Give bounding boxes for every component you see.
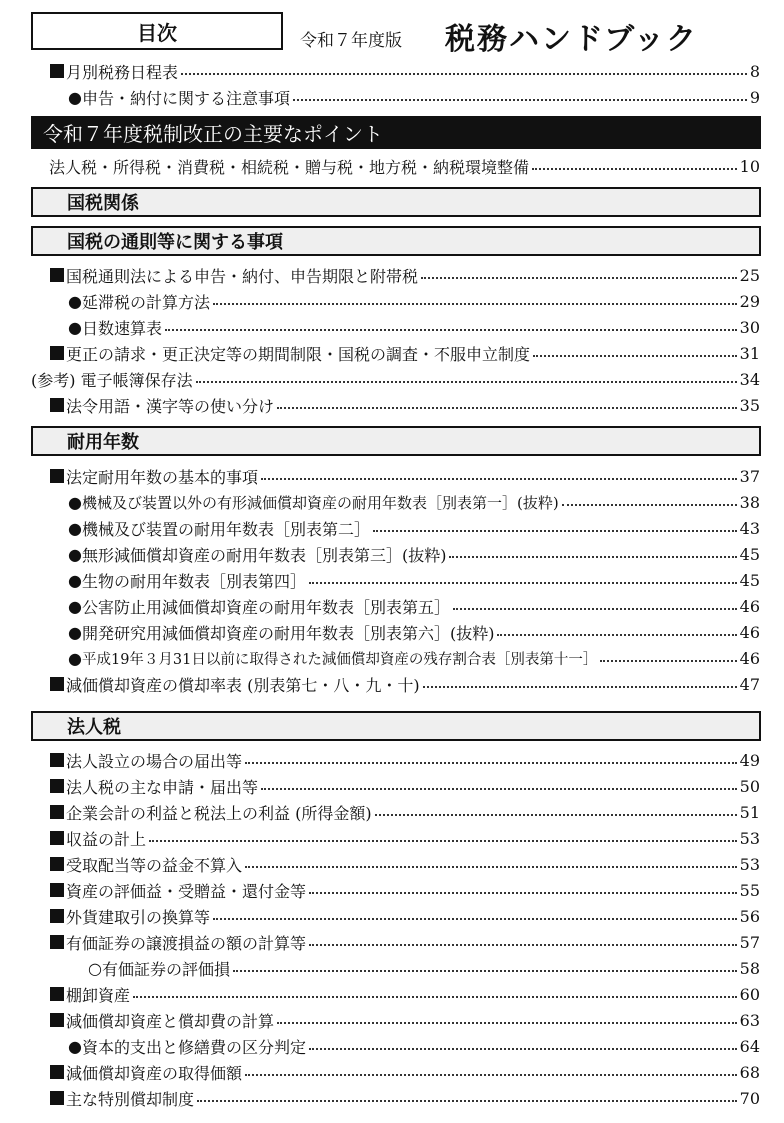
toc-entry[interactable] [0,1086,784,1110]
toc-entry[interactable] [0,646,784,670]
header [0,0,784,62]
toc-entry[interactable] [0,878,784,902]
square-bullet-icon [50,779,64,793]
page-number: 46 [739,648,760,668]
square-bullet-icon [50,268,64,282]
toc-entry-marker: ● [68,317,82,337]
page-number: 58 [739,958,760,978]
square-bullet-icon [50,677,64,691]
toc-entry[interactable] [0,1060,784,1084]
toc-entry-title: 外貨建取引の換算等 [66,907,211,927]
toc-entry-title: 資本的支出と修繕費の区分判定 [81,1037,306,1057]
toc-entry-title: 開発研究用減価償却資産の耐用年数表［別表第六］(抜粋) [81,623,495,643]
page-number: 51 [739,802,760,822]
toc-entry[interactable] [0,393,784,417]
page-number: 57 [739,932,760,952]
tax-reform-banner: 令和７年度税制改正の主要なポイント [31,116,761,149]
toc-entry-title: 公害防止用減価償却資産の耐用年数表［別表第五］ [81,597,450,617]
dot-leader [449,556,736,558]
toc-entry-title: 有価証券の評価損 [101,959,230,979]
page-number: 46 [739,596,760,616]
page-number: 34 [739,369,760,389]
toc-entry-title: 生物の耐用年数表［別表第四］ [81,571,306,591]
page-number: 63 [739,1010,760,1030]
dot-leader [421,277,737,279]
toc-entry-title: 減価償却資産と償却費の計算 [66,1011,275,1031]
toc-entry[interactable] [0,852,784,876]
toc-entry[interactable] [0,774,784,798]
page-number: 31 [739,343,760,363]
toc-entry[interactable] [0,620,784,644]
toc-entry-title: 資産の評価益・受贈益・還付金等 [66,881,307,901]
dot-leader [197,1100,737,1102]
toc-entry[interactable] [0,367,784,391]
page-number: 53 [739,854,760,874]
toc-entry-title: 日数速算表 [81,318,162,338]
dot-leader [181,73,747,75]
square-bullet-icon [50,64,64,78]
square-bullet-icon [50,935,64,949]
page-number: 38 [739,492,760,512]
square-bullet-icon [50,469,64,483]
square-bullet-icon [50,987,64,1001]
toc-entry-title: (参考) 電子帳簿保存法 [31,370,193,390]
dot-leader [309,1048,737,1050]
toc-entry-title: 更正の請求・更正決定等の期間制限・国税の調査・不服申立制度 [66,344,531,364]
toc-entry[interactable] [0,956,784,980]
dot-leader [261,788,737,790]
dot-leader [375,814,737,816]
page-number: 8 [749,61,760,81]
toc-entry-marker: ● [68,518,82,538]
dot-leader [277,1022,737,1024]
toc-entry[interactable] [0,490,784,514]
square-bullet-icon [50,1091,64,1105]
toc-entry-marker: ● [68,1036,82,1056]
page-number: 70 [739,1088,760,1108]
dot-leader [453,608,737,610]
toc-entry-title: 有価証券の譲渡損益の額の計算等 [66,933,307,953]
toc-entry[interactable] [0,85,784,109]
toc-entry[interactable] [0,315,784,339]
square-bullet-icon [50,346,64,360]
toc-entry-title: 収益の計上 [66,829,147,849]
dot-leader [533,355,737,357]
dot-leader [293,99,747,101]
toc-entry-title: 受取配当等の益金不算入 [66,855,243,875]
toc-entry-title: 無形減価償却資産の耐用年数表［別表第三］(抜粋) [81,545,447,565]
page-number: 30 [739,317,760,337]
dot-leader [213,303,737,305]
dot-leader [600,660,736,662]
toc-entry[interactable] [0,263,784,287]
page-number: 60 [739,984,760,1004]
toc-entry-title: 平成19年３月31日以前に取得された減価償却資産の残存割合表［別表第十一］ [81,651,598,668]
toc-entry-title: 法人税の主な申請・届出等 [66,777,259,797]
dot-leader [562,504,737,506]
toc-entry-marker: ● [68,87,82,107]
square-bullet-icon [50,831,64,845]
toc-entry-marker: ● [68,596,82,616]
toc-entry-title: 棚卸資産 [66,985,131,1005]
toc-entry-title: 減価償却資産の償却率表 (別表第七・八・九・十) [66,675,420,695]
dot-leader [373,530,737,532]
page-number: 9 [749,87,760,107]
page-number: 56 [739,906,760,926]
dot-leader [213,918,737,920]
toc-entry-title: 法令用語・漢字等の使い分け [66,396,275,416]
section-heading-tsusoku: 国税の通則等に関する事項 [31,226,761,256]
toc-entry[interactable] [0,982,784,1006]
dot-leader [532,168,737,170]
dot-leader [309,892,737,894]
page-number: 46 [739,622,760,642]
toc-entry[interactable] [0,594,784,618]
toc-entry[interactable] [0,748,784,772]
toc-label: 目次 [31,12,283,50]
dot-leader [309,582,737,584]
toc-entry-title: 月別税務日程表 [66,62,179,82]
toc-entry[interactable] [0,1008,784,1032]
page-number: 53 [739,828,760,848]
dot-leader [245,762,737,764]
dot-leader [133,996,737,998]
toc-entry-title: 減価償却資産の取得価額 [66,1063,243,1083]
dot-leader [245,1074,737,1076]
dot-leader [233,970,737,972]
dot-leader [497,634,736,636]
page-number: 49 [739,750,760,770]
page-number: 10 [739,156,760,176]
book-title: 税務ハンドブック [445,22,698,57]
square-bullet-icon [50,1065,64,1079]
square-bullet-icon [50,883,64,897]
toc-entry[interactable] [0,568,784,592]
dot-leader [423,686,737,688]
toc-entry[interactable] [0,542,784,566]
square-bullet-icon [50,805,64,819]
toc-entry-title: 延滞税の計算方法 [81,292,210,312]
square-bullet-icon [50,753,64,767]
dot-leader [245,866,737,868]
toc-entry[interactable] [0,154,784,178]
page-number: 29 [739,291,760,311]
toc-entry-title: 法人税・所得税・消費税・相続税・贈与税・地方税・納税環境整備 [49,157,530,177]
square-bullet-icon [50,909,64,923]
edition-label: 令和７年度版 [300,31,402,51]
dot-leader [165,329,737,331]
toc-entry[interactable] [0,904,784,928]
toc-entry-title: 法人設立の場合の届出等 [66,751,243,771]
toc-entry[interactable] [0,1034,784,1058]
toc-entry-marker: ● [68,492,82,512]
toc-entry-title: 法定耐用年数の基本的事項 [66,467,259,487]
section-heading-kokuzei: 国税関係 [31,187,761,217]
page-number: 55 [739,880,760,900]
dot-leader [149,840,737,842]
toc-entry-title: 国税通則法による申告・納付、申告期限と附帯税 [66,266,419,286]
page-number: 35 [739,395,760,415]
page-number: 64 [739,1036,760,1056]
page-number: 47 [739,674,760,694]
dot-leader [196,381,737,383]
toc-entry-title: 申告・納付に関する注意事項 [81,88,290,108]
toc-entry[interactable] [0,800,784,824]
square-bullet-icon [50,857,64,871]
toc-entry[interactable] [0,930,784,954]
toc-entry[interactable] [0,516,784,540]
dot-leader [277,407,737,409]
toc-entry-marker: ● [68,544,82,564]
section-heading-hojin: 法人税 [31,711,761,741]
section-heading-taiyo: 耐用年数 [31,426,761,456]
dot-leader [309,944,737,946]
page-number: 50 [739,776,760,796]
toc-entry-title: 企業会計の利益と税法上の利益 (所得金額) [66,803,372,823]
toc-entry-marker: ● [68,570,82,590]
toc-entry-marker: ● [68,648,82,668]
page-number: 68 [739,1062,760,1082]
page-number: 43 [739,518,760,538]
toc-entry[interactable] [0,672,784,696]
page-number: 45 [739,544,760,564]
toc-entry[interactable] [0,464,784,488]
toc-entry-marker: ○ [88,958,102,978]
toc-entry-title: 機械及び装置以外の有形減価償却資産の耐用年数表［別表第一］(抜粋) [81,493,559,512]
toc-entry-title: 機械及び装置の耐用年数表［別表第二］ [81,519,370,539]
square-bullet-icon [50,398,64,412]
toc-entry[interactable] [0,341,784,365]
toc-entry[interactable] [0,826,784,850]
dot-leader [261,478,737,480]
toc-entry-marker: ● [68,291,82,311]
page-number: 45 [739,570,760,590]
page-number: 25 [739,265,760,285]
toc-entry-marker: ● [68,622,82,642]
page-number: 37 [739,466,760,486]
square-bullet-icon [50,1013,64,1027]
toc-entry[interactable] [0,289,784,313]
toc-entry-title: 主な特別償却制度 [66,1089,195,1109]
toc-entry[interactable] [0,59,784,83]
